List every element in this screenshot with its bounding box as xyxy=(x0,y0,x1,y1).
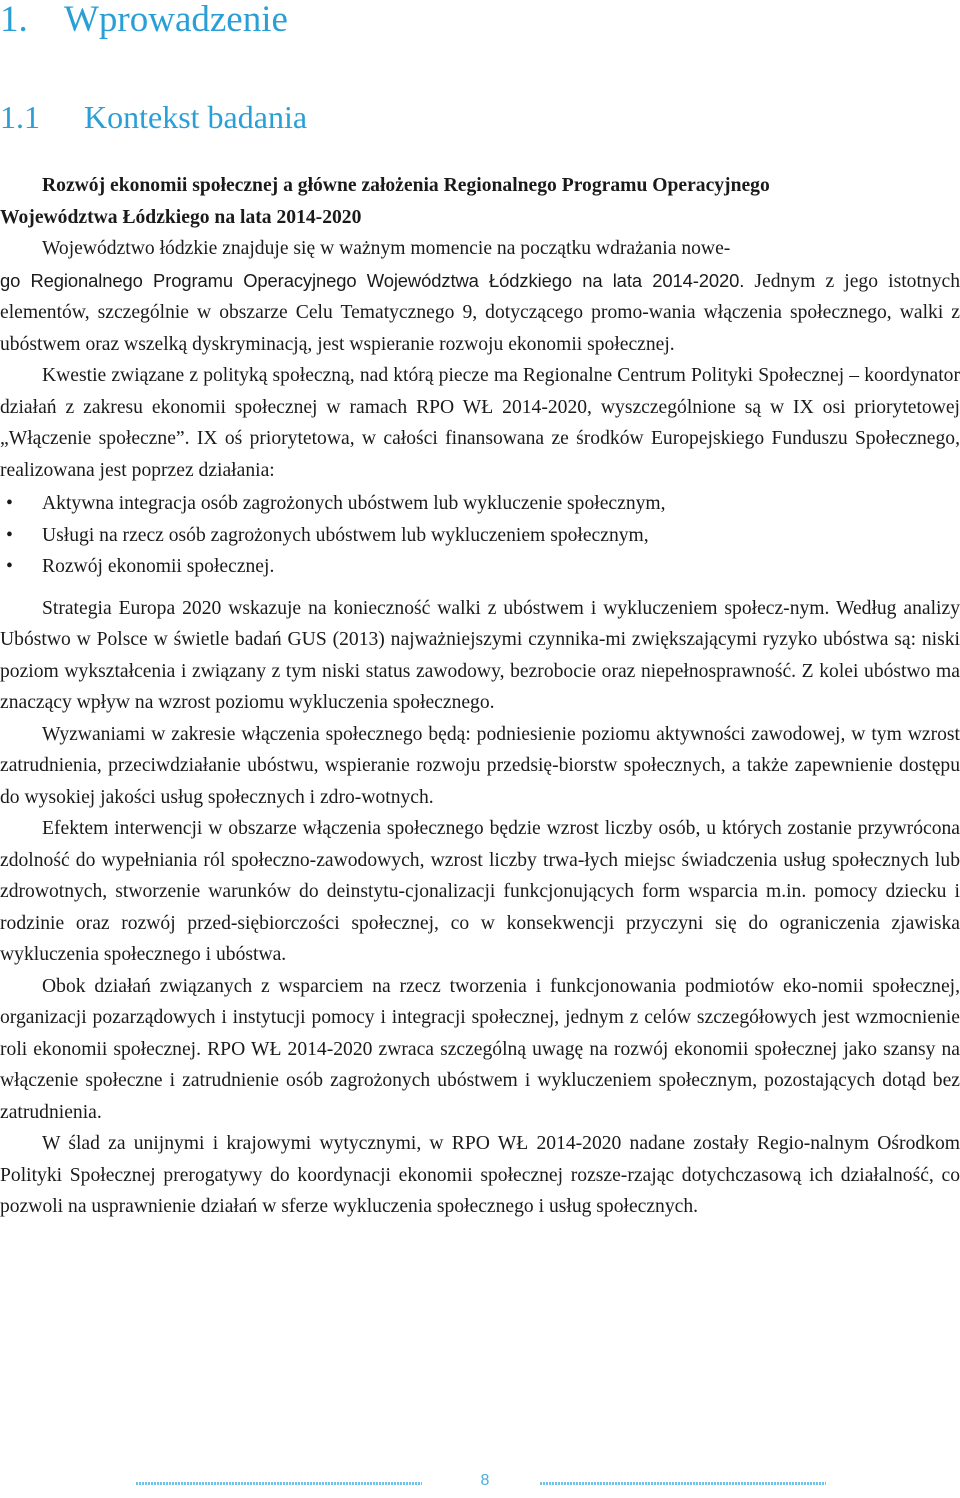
subheading-line-2: Województwa Łódzkiego na lata 2014-2020 xyxy=(0,206,362,228)
bullet-icon: • xyxy=(6,493,13,514)
chapter-heading xyxy=(0,0,288,40)
section-number: 1.1 xyxy=(0,99,40,135)
paragraph-4: Wyzwaniami w zakresie włączenia społecznego będą: podniesienie poziomu aktywności zawodowej, w tym wzrost zatrudnienia, przeciwdziałanie ubóstwu, wspieranie rozwoju przedsię-biorstw społecznych, a także zapewnienie dostępu do wysokiej jakości usług społecznych i zdro-wotnych. xyxy=(0,723,960,808)
body-text xyxy=(0,170,960,1223)
paragraph-6: Obok działań związanych z wsparciem na rzecz tworzenia i funkcjonowania podmiotów eko-nomii społecznej, organizacji pozarządowych i instytucji pomocy i integracji społecznej, jednym z celów szczegółowych jest wzmocnienie roli ekonomii społecznej. RPO WŁ 2014-2020 zwraca szczególną uwagę na rozwój ekonomii społecznej jako szansy na włączenie społeczne i zatrudnienie osób zagrożonych ubóstwem i wykluczeniem społecznym, pozostających dotąd bez zatrudnienia. xyxy=(0,975,960,1123)
bullet-list xyxy=(0,488,960,583)
chapter-number: 1. xyxy=(0,0,28,40)
bullet-icon: • xyxy=(6,524,13,546)
paragraph-7: W ślad za unijnymi i krajowymi wytycznymi, w RPO WŁ 2014-2020 nadane zostały Regio-nalnym Ośrodkom Polityki Społecznej prerogatywy do koordynacji ekonomii społecznej rozsze-rzając dotychczasową ich działalność, co pozwoli na usprawnienie działań w sferze wykluczenia społecznego i usług społecznych. xyxy=(0,1133,960,1217)
paragraph-1-part-b: Jednym z jego istotnych elementów, szczególnie w obszarze Celu Tematycznego 9, dotyczącego promo-wania włączenia społecznego, walki z ubóstwem oraz wszelką dyskryminacją, jest wspieranie rozwoju ekonomii społecznej. xyxy=(0,270,960,355)
footer-rule-left xyxy=(136,1482,422,1485)
paragraph-1 xyxy=(0,233,960,360)
page-number: 8 xyxy=(480,1472,490,1489)
list-item xyxy=(0,520,960,552)
footer-rule-right xyxy=(540,1482,826,1485)
paragraph-5: Efektem interwencji w obszarze włączenia społecznego będzie wzrost liczby osób, u których zostanie przywrócona zdolność do wypełniania ról społeczno-zawodowych, wzrost liczby trwa-łych miejsc świadczenia usług społecznych lub zdrowotnych, stworzenie warunków do deinstytu-cjonalizacji funkcjonujących form wsparcia m.in. pomocy dziecku i rodzinie oraz rozwój przed-siębiorczości społecznej, co w konsekwencji przyczyni się do ograniczenia zjawiska wykluczenia społecznego i ubóstwa. xyxy=(0,818,960,965)
paragraph-1-part-a: Województwo łódzkie znajduje się w ważnym momencie na początku wdrażania nowe- xyxy=(42,238,731,259)
section-heading xyxy=(0,98,307,136)
paragraph-1-sans-segment: go Regionalnego Programu Operacyjnego Województwa Łódzkiego na lata 2014-2020. xyxy=(0,269,745,291)
page-footer xyxy=(0,1472,960,1492)
subheading-line-1: Rozwój ekonomii społecznej a główne założenia Regionalnego Programu Operacyjnego xyxy=(42,175,770,196)
chapter-title: Wprowadzenie xyxy=(64,0,288,40)
list-item xyxy=(0,551,960,583)
paragraph-3: Strategia Europa 2020 wskazuje na konieczność walki z ubóstwem i wykluczeniem społecz-nym. Według analizy Ubóstwo w Polsce w świetle badań GUS (2013) najważniejszymi czynnika-mi zwiększającymi ryzyko ubóstwa są: niski poziom wykształcenia i związany z tym niski status zawodowy, bezrobocie oraz niepełnosprawność. Z kolei ubóstwo ma znaczący wpływ na wzrost poziomu wykluczenia społecznego. xyxy=(0,597,960,713)
bullet-icon: • xyxy=(6,556,13,577)
list-item xyxy=(0,488,960,520)
section-title: Kontekst badania xyxy=(84,99,308,135)
list-item-text: Rozwój ekonomii społecznej. xyxy=(42,556,275,577)
paragraph-2: Kwestie związane z polityką społeczną, nad którą piecze ma Regionalne Centrum Polityki Społecznej – koordynator działań z zakresu ekonomii społecznej w ramach RPO WŁ 2014-2020, wyszczególnione są w IX osi priorytetowej „Włączenie społeczne”. IX oś priorytetowa, w całości finansowana ze środków Europejskiego Funduszu Społecznego, realizowana jest poprzez działania: xyxy=(0,365,960,481)
list-item-text: Aktywna integracja osób zagrożonych ubóstwem lub wykluczenie społecznym, xyxy=(42,493,666,514)
list-item-text: Usługi na rzecz osób zagrożonych ubóstwem lub wykluczeniem społecznym, xyxy=(42,524,649,546)
